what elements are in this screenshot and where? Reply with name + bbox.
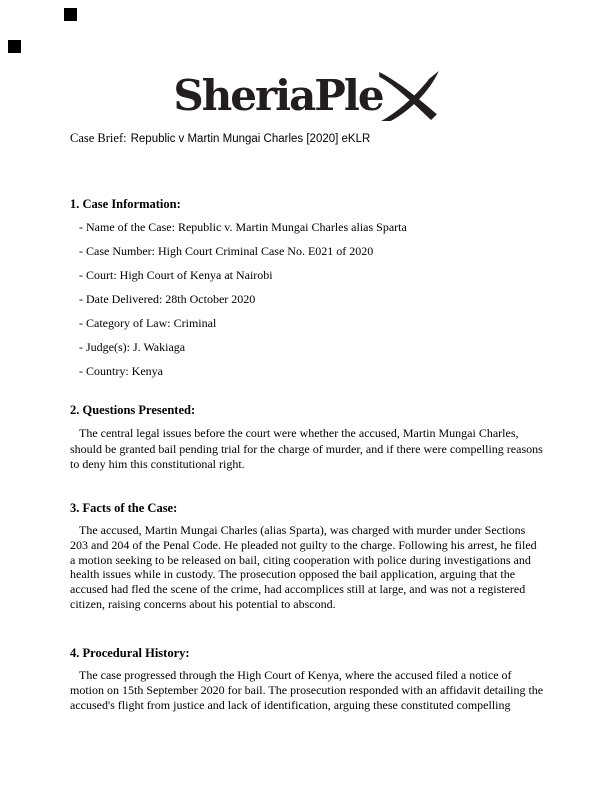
section-procedural-history xyxy=(70,645,544,713)
section-questions-presented xyxy=(70,402,544,473)
section-case-information xyxy=(70,196,544,388)
section-paragraph: The accused, Martin Mungai Charles (alias Sparta), was charged with murder under Sections 203 and 204 of the Penal Code. He pleaded not guilty to the charge. Following his arrest, he filed a motion seeking to be released on bail, citing cooperation with police during investigations and health issues while in custody. The prosecution opposed the bail application, arguing that the accused had fled the scene of the crime, had accomplices still at large, and was not a registered citizen, raising concerns about his potential to abscond. xyxy=(70,523,537,611)
list-item: - Category of Law: Criminal xyxy=(79,316,217,330)
list-item: - Country: Kenya xyxy=(79,364,163,378)
case-information-list xyxy=(70,220,544,379)
logo-text: SheriaPle xyxy=(173,71,383,120)
section-paragraph: The central legal issues before the court were whether the accused, Martin Mungai Charles, should be granted bail pending trial for the charge of murder, and if there were compelling reasons to deny him this constitutional right. xyxy=(70,426,543,471)
corner-mark-top xyxy=(64,8,77,21)
section-heading: 3. Facts of the Case: xyxy=(70,501,178,515)
section-facts-of-the-case xyxy=(70,500,544,612)
list-item: - Court: High Court of Kenya at Nairobi xyxy=(79,268,273,282)
section-heading: 4. Procedural History: xyxy=(70,646,190,660)
list-item: - Name of the Case: Republic v. Martin Mungai Charles alias Sparta xyxy=(79,220,407,234)
section-heading: 1. Case Information: xyxy=(70,197,181,211)
sheriaplex-logo xyxy=(0,72,612,118)
section-heading: 2. Questions Presented: xyxy=(70,403,196,417)
logo-x-swoosh-icon xyxy=(379,71,439,121)
case-brief-title: Republic v Martin Mungai Charles [2020] eKLR xyxy=(130,133,371,145)
list-item: - Date Delivered: 28th October 2020 xyxy=(79,292,256,306)
list-item: - Case Number: High Court Criminal Case No. E021 of 2020 xyxy=(79,244,374,258)
case-brief-line xyxy=(70,129,370,147)
case-brief-label: Case Brief: xyxy=(70,131,127,145)
corner-mark-left xyxy=(8,40,21,53)
section-paragraph: The case progressed through the High Court of Kenya, where the accused filed a notice of motion on 15th September 2020 for bail. The prosecution responded with an affidavit detailing the accused's flight from justice and lack of identification, arguing these constituted compelling xyxy=(70,668,544,712)
list-item: - Judge(s): J. Wakiaga xyxy=(79,340,186,354)
